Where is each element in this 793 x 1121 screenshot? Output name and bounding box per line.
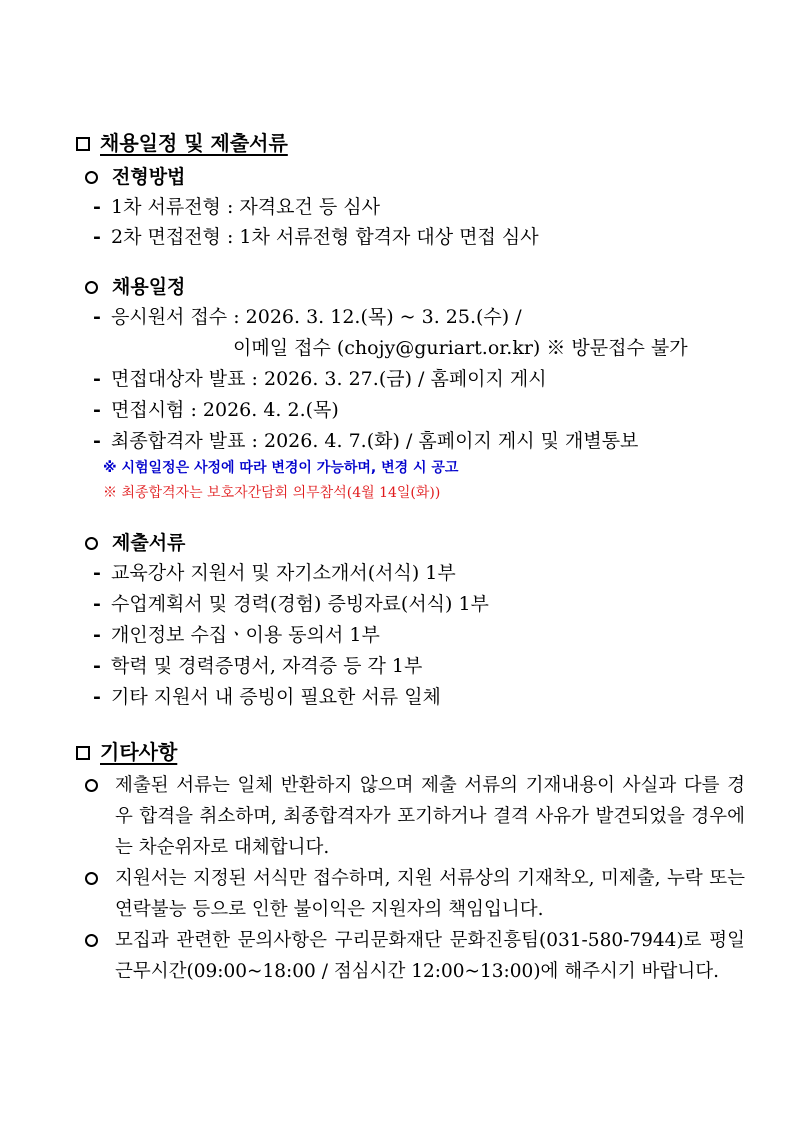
circle-bullet-icon [85, 872, 98, 885]
list-item: - 면접시험 : 2026. 4. 2.(목) [93, 399, 339, 421]
subheading-method: 전형방법 [85, 163, 185, 191]
list-item: - 2차 면접전형 : 1차 서류전형 합격자 대상 면접 심사 [93, 226, 539, 248]
list-item: - 개인정보 수집ㆍ이용 동의서 1부 [93, 624, 380, 646]
list-item: - 응시원서 접수 : 2026. 3. 12.(목) ~ 3. 25.(수) / [93, 306, 522, 328]
subheading-schedule: 채용일정 [85, 273, 185, 301]
circle-bullet-icon [85, 281, 98, 294]
paragraph-item: 모집과 관련한 문의사항은 구리문화재단 문화진흥팀(031-580-7944)로 평일 근무시간(09:00~18:00 / 점심시간 12:00~13:00)에 해주시기 바랍니다. [85, 925, 745, 987]
section-heading-schedule-docs: 채용일정 및 제출서류 [76, 129, 288, 157]
circle-bullet-icon [85, 779, 98, 792]
paragraph-item: 제출된 서류는 일체 반환하지 않으며 제출 서류의 기재내용이 사실과 다를 경우 합격을 취소하며, 최종합격자가 포기하거나 결격 사유가 발견되었을 경우에는 차순위자로 대체합니다. [85, 770, 745, 863]
list-item: - 교육강사 지원서 및 자기소개서(서식) 1부 [93, 562, 456, 584]
subheading-documents: 제출서류 [85, 529, 185, 557]
paragraph-item: 지원서는 지정된 서식만 접수하며, 지원 서류상의 기재착오, 미제출, 누락 또는 연락불능 등으로 인한 불이익은 지원자의 책임입니다. [85, 863, 745, 925]
circle-bullet-icon [85, 171, 98, 184]
note-final-attendance: ※ 최종합격자는 보호자간담회 의무참석(4월 14일(화)) [103, 485, 441, 501]
checkbox-square-icon [76, 137, 90, 151]
list-item: - 학력 및 경력증명서, 자격증 등 각 1부 [93, 655, 423, 677]
circle-bullet-icon [85, 537, 98, 550]
list-item: - 면접대상자 발표 : 2026. 3. 27.(금) / 홈페이지 게시 [93, 368, 547, 390]
list-item: - 최종합격자 발표 : 2026. 4. 7.(화) / 홈페이지 게시 및 개별통보 [93, 430, 639, 452]
list-item: - 1차 서류전형 : 자격요건 등 심사 [93, 196, 380, 218]
list-item-continuation: 이메일 접수 (chojy@guriart.or.kr) ※ 방문접수 불가 [233, 337, 688, 359]
list-item: - 수업계획서 및 경력(경험) 증빙자료(서식) 1부 [93, 593, 489, 615]
list-item: - 기타 지원서 내 증빙이 필요한 서류 일체 [93, 686, 441, 708]
checkbox-square-icon [76, 746, 90, 760]
circle-bullet-icon [85, 934, 98, 947]
note-schedule-change: ※ 시험일정은 사정에 따라 변경이 가능하며, 변경 시 공고 [103, 460, 459, 476]
section-heading-other: 기타사항 [76, 738, 177, 766]
